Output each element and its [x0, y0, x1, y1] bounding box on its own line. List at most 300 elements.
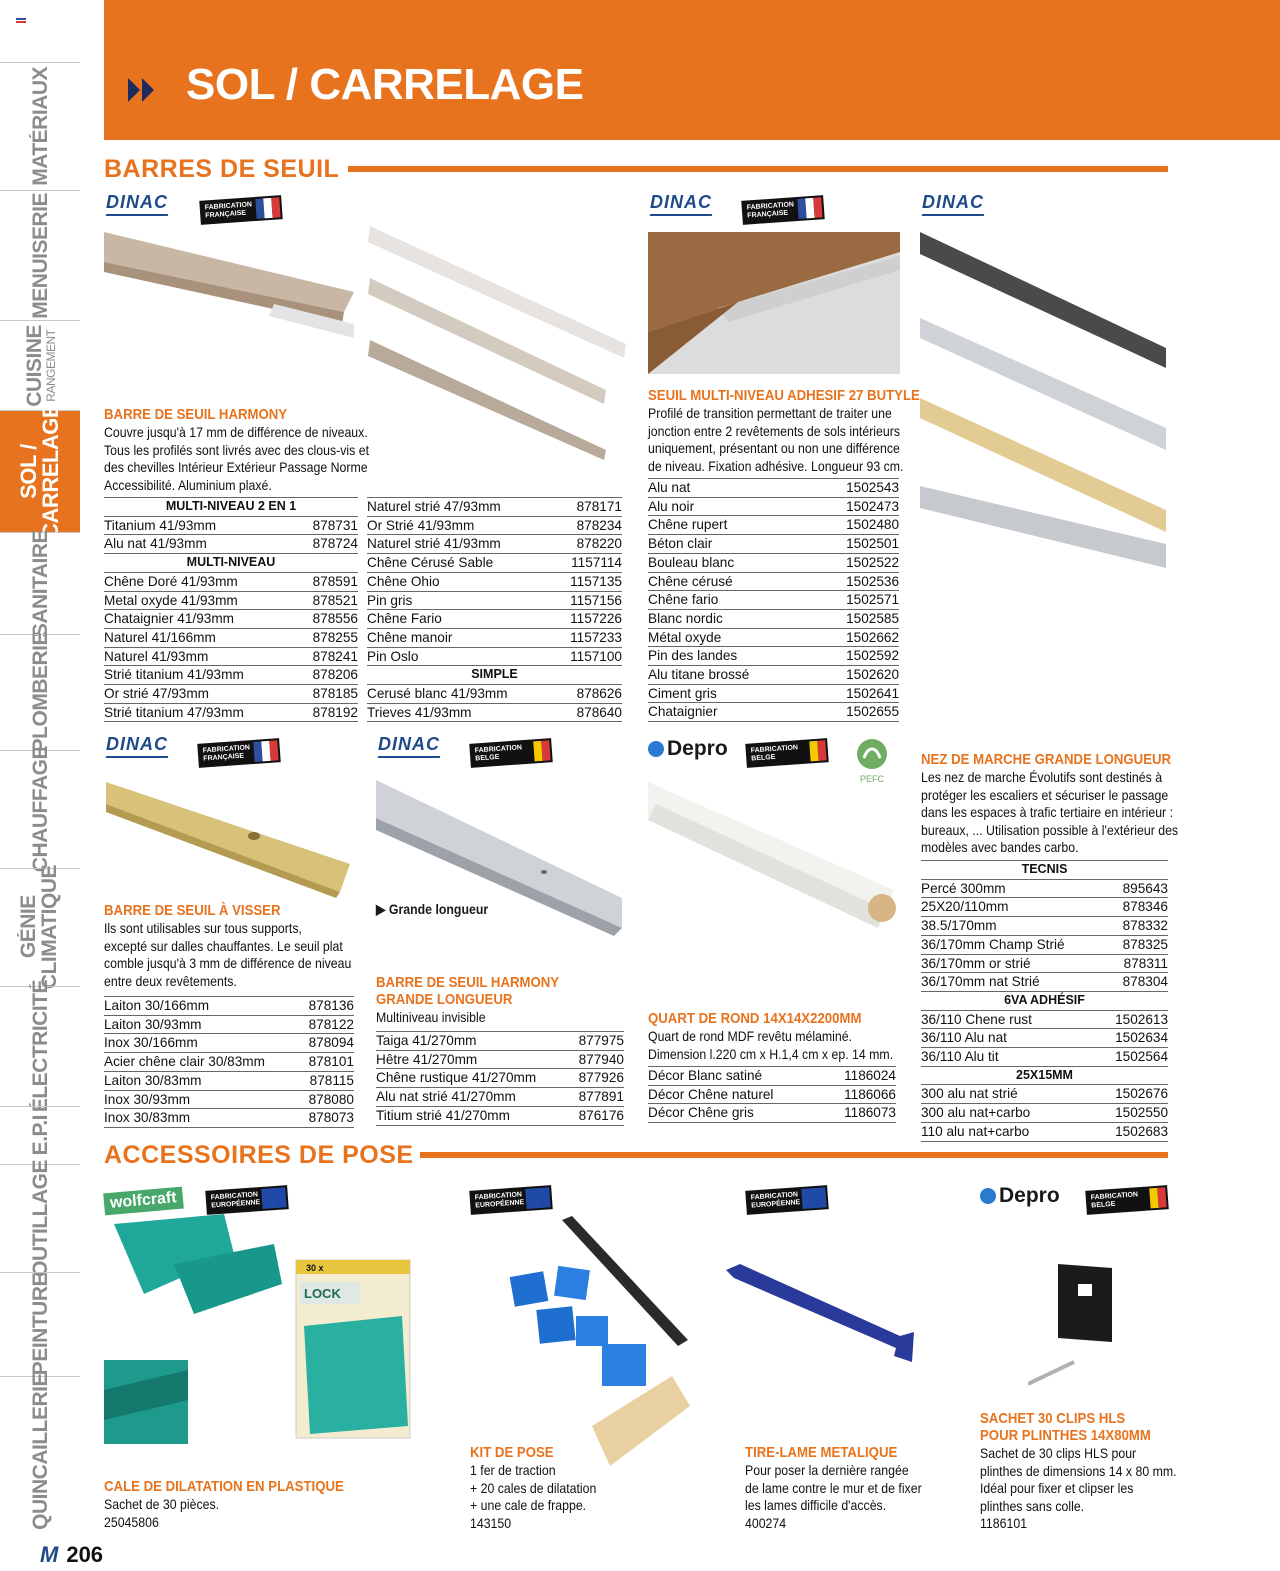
brand-logo: M	[40, 1542, 59, 1567]
ref-label: 36/170mm nat Strié	[921, 973, 1101, 992]
badge-line2: FRANÇAISE	[205, 209, 247, 220]
table-row	[376, 1088, 624, 1107]
grande-title-line1: BARRE DE SEUIL HARMONY	[376, 974, 560, 991]
cale-wedges-image	[104, 1214, 284, 1314]
tire-description	[745, 1462, 922, 1532]
badge-line2: EUROPÉENNE	[751, 1199, 801, 1210]
group-header: 6VA ADHÉSIF	[921, 991, 1168, 1010]
table-row	[104, 610, 358, 629]
ref-label: Or strié 47/93mm	[104, 685, 296, 704]
ref-code: 878311	[1101, 954, 1168, 973]
desc-line: Ils sont utilisables sur tous supports,	[104, 920, 302, 936]
quart-de-rond-image	[646, 780, 898, 930]
ref-code: 1502536	[813, 572, 899, 591]
ref-label: Laiton 30/83mm	[104, 1071, 299, 1090]
depro-logo	[648, 737, 728, 761]
ref-code: 1502620	[813, 666, 899, 685]
ref-code: 1502634	[1101, 1029, 1168, 1048]
ref-code: 877940	[569, 1050, 624, 1069]
ref-label: Percé 300mm	[921, 879, 1101, 898]
ref-code: 878731	[296, 516, 358, 535]
table-row	[104, 1053, 354, 1072]
depro-wordmark: Depro	[667, 737, 728, 760]
ref-code: 1502641	[813, 684, 899, 703]
fabrication-belge-badge	[745, 738, 828, 768]
table-row	[648, 703, 899, 722]
ref-label: 36/170mm or strié	[921, 954, 1101, 973]
ref-code: 878115	[299, 1071, 354, 1090]
ref-code: 878521	[296, 591, 358, 610]
ref-label: Bouleau blanc	[648, 553, 813, 572]
sidebar-item-label: PEINTURE	[28, 1273, 52, 1376]
sidebar-item-label	[24, 325, 57, 407]
sidebar-item-label: GÉNIE CLIMATIQUE	[17, 865, 61, 990]
ref-label: 110 alu nat+carbo	[921, 1122, 1101, 1141]
ref-label: 300 alu nat strié	[921, 1085, 1101, 1104]
ref-code: 1502585	[813, 609, 899, 628]
pack-brand-label: LOCK	[304, 1286, 341, 1301]
desc-line: Accessibilité. Aluminium plaxé.	[104, 476, 272, 493]
ref-label: Métal oxyde	[648, 628, 813, 647]
ref-label: Hêtre 41/270mm	[376, 1050, 569, 1069]
desc-line: comble jusqu'à 3 mm de différence de niveau	[104, 955, 352, 972]
ref-code: 1157100	[553, 647, 622, 666]
table-row	[648, 553, 899, 572]
ref-label: Chêne Cérusé Sable	[367, 554, 553, 573]
badge-line2: BELGE	[1091, 1200, 1116, 1210]
sidebar-item-peinture[interactable]	[0, 1272, 80, 1376]
ref-label: Alu nat 41/93mm	[104, 535, 296, 554]
ref-code: 1502543	[813, 479, 899, 498]
ref-label: Blanc nordic	[648, 609, 813, 628]
table-row	[367, 516, 622, 535]
ref-code: 1502501	[813, 535, 899, 554]
depro-logo	[980, 1184, 1060, 1208]
seuil-visser-image	[104, 780, 352, 900]
table-row	[648, 647, 899, 666]
ref-code: 878220	[553, 535, 622, 554]
desc-line: dans les espaces à trafic tertiaire en intérieur :	[921, 804, 1174, 821]
grande-table	[376, 1031, 624, 1126]
table-row	[648, 535, 899, 554]
tire-title: TIRE-LAME METALIQUE	[745, 1444, 898, 1461]
desc-line: de niveau. Fixation adhésive. Longueur 93 cm.	[648, 457, 904, 474]
dinac-logo: DINAC	[106, 734, 168, 758]
ref-code: 876176	[569, 1106, 624, 1125]
clips-description	[980, 1445, 1177, 1533]
ref-code: 877891	[569, 1088, 624, 1107]
ref-code: 878332	[1101, 917, 1168, 936]
ref-label: Strié titanium 47/93mm	[104, 703, 296, 722]
ref-label: Pin gris	[367, 591, 553, 610]
ref-code: 1502480	[813, 516, 899, 535]
ref-label: 38.5/170mm	[921, 917, 1101, 936]
ref-label: Trieves 41/93mm	[367, 703, 553, 722]
ref-label: Alu nat	[648, 479, 813, 498]
ref-code: 1502550	[1101, 1104, 1168, 1123]
table-row	[921, 1085, 1168, 1104]
dinac-logo: DINAC	[922, 192, 984, 216]
sidebar-item-label: QUINCAILLERIE	[28, 1373, 52, 1530]
table-row	[104, 997, 354, 1016]
table-row	[648, 666, 899, 685]
ref-code: 1157156	[553, 591, 622, 610]
badge-line1: FABRICATION	[750, 1191, 799, 1202]
ref-label: Or Strié 41/93mm	[367, 516, 553, 535]
ref-code: 878122	[299, 1015, 354, 1034]
ref-label: Chêne Doré 41/93mm	[104, 572, 296, 591]
desc-line: modèles avec bandes carbo.	[921, 839, 1079, 856]
dinac-logo: DINAC	[650, 192, 712, 216]
section-rule	[348, 166, 1168, 172]
fabrication-europeenne-badge	[469, 1185, 552, 1215]
table-row	[648, 572, 899, 591]
table-row	[104, 647, 358, 666]
ref-code: 878556	[296, 610, 358, 629]
ref-code: 1502676	[1101, 1085, 1168, 1104]
desc-line: plinthes sans colle.	[980, 1497, 1085, 1514]
product-code: 1186101	[980, 1515, 1028, 1532]
ref-code: 1502473	[813, 497, 899, 516]
ref-label: Chêne rustique 41/270mm	[376, 1069, 569, 1088]
sidebar-item-sol-carrelage[interactable]	[0, 404, 80, 539]
table-row	[104, 1034, 354, 1053]
table-row	[367, 591, 622, 610]
fabrication-francaise-badge	[199, 195, 282, 225]
ref-label: 36/170mm Champ Strié	[921, 935, 1101, 954]
ref-code: 1502522	[813, 553, 899, 572]
ref-code: 878626	[553, 685, 622, 704]
ref-label: Titanium 41/93mm	[104, 516, 296, 535]
ref-label: Titium strié 41/270mm	[376, 1106, 569, 1125]
ref-code: 1186073	[823, 1104, 896, 1123]
desc-line: Sachet de 30 pièces.	[104, 1496, 220, 1512]
ref-label: Chataignier	[648, 703, 813, 722]
desc-line: Multiniveau invisible	[376, 1009, 486, 1025]
table-row	[648, 684, 899, 703]
ref-code: 878206	[296, 666, 358, 685]
page-number-value: 206	[66, 1542, 104, 1567]
ref-code: 1186066	[823, 1085, 896, 1104]
cale-description	[104, 1496, 219, 1531]
fabrication-europeenne-badge	[745, 1185, 828, 1215]
ref-label: Inox 30/166mm	[104, 1034, 299, 1053]
section-rule	[420, 1152, 1168, 1158]
table-row	[921, 1010, 1168, 1029]
ref-code: 878640	[553, 703, 622, 722]
grande-title-line2: GRANDE LONGUEUR	[376, 991, 513, 1008]
page-number	[40, 1542, 103, 1568]
ref-label: Chataignier 41/93mm	[104, 610, 296, 629]
table-row	[921, 917, 1168, 936]
badge-line2: BELGE	[751, 753, 776, 763]
ref-label: 36/110 Chene rust	[921, 1010, 1101, 1029]
ref-label: Metal oxyde 41/93mm	[104, 591, 296, 610]
sidebar-item-label: MENUISERIE	[28, 192, 52, 319]
desc-line: de lame contre le mur et de fixer	[745, 1479, 922, 1496]
desc-line: Couvre jusqu'à 17 mm de différence de niveaux.	[104, 424, 368, 440]
sidebar-item-label: MATÉRIAUX	[28, 67, 52, 186]
harmony-description	[104, 424, 369, 494]
table-row	[921, 879, 1168, 898]
sidebar-item-label: PLOMBERIE	[28, 632, 52, 753]
table-row	[104, 1015, 354, 1034]
desc-line: entre deux revêtements.	[104, 972, 237, 989]
desc-line: Profilé de transition permettant de traiter une	[648, 405, 892, 421]
table-row	[104, 535, 358, 554]
ref-label: Acier chêne clair 30/83mm	[104, 1053, 299, 1072]
grande-description	[376, 1009, 486, 1027]
sidebar-item-materiaux[interactable]	[0, 62, 80, 190]
group-header: MULTI-NIVEAU 2 EN 1	[104, 498, 358, 517]
desc-line: Dimension l.220 cm x H.1,4 cm x ep. 14 mm.	[648, 1045, 894, 1062]
visser-description	[104, 920, 351, 990]
table-row	[104, 1071, 354, 1090]
badge-line2: FRANÇAISE	[747, 209, 789, 220]
ref-label: Laiton 30/93mm	[104, 1015, 299, 1034]
wolfcraft-logo: wolfcraft	[103, 1187, 183, 1216]
table-row	[921, 973, 1168, 992]
table-row	[648, 1104, 896, 1123]
ref-label: Béton clair	[648, 535, 813, 554]
desc-line: Tous les profilés sont livrés avec des clous-vis et	[104, 441, 369, 458]
butyle-installed-image	[648, 232, 900, 374]
ref-code: 878325	[1101, 935, 1168, 954]
dinac-logo: DINAC	[106, 192, 168, 216]
ref-label: Naturel strié 41/93mm	[367, 535, 553, 554]
visser-title: BARRE DE SEUIL À VISSER	[104, 902, 281, 919]
ref-code: 1502662	[813, 628, 899, 647]
harmony-table-left	[104, 497, 358, 722]
section-title-barres: BARRES DE SEUIL	[104, 155, 340, 183]
nez-table	[921, 860, 1168, 1142]
depro-dot-icon	[980, 1188, 996, 1204]
table-row	[104, 572, 358, 591]
ref-code: 877975	[569, 1032, 624, 1051]
group-header: SIMPLE	[367, 666, 622, 685]
depro-dot-icon	[648, 741, 664, 757]
sidebar-item-genie-climatique[interactable]	[0, 865, 80, 990]
harmony-title: BARRE DE SEUIL HARMONY	[104, 406, 288, 423]
table-row	[367, 610, 622, 629]
pack-count-label: 30 x	[306, 1263, 324, 1273]
table-row	[367, 535, 622, 554]
harmony-strips-image	[366, 222, 628, 462]
badge-line1: FABRICATION	[210, 1191, 259, 1202]
ref-label: Cerusé blanc 41/93mm	[367, 685, 553, 704]
quart-title: QUART DE ROND 14X14X2200MM	[648, 1010, 862, 1027]
ref-label: 36/110 Alu tit	[921, 1048, 1101, 1067]
cale-pack-image	[290, 1256, 416, 1442]
butyle-description	[648, 405, 903, 475]
desc-line: Quart de rond MDF revêtu mélaminé.	[648, 1028, 853, 1044]
ref-code: 1502613	[1101, 1010, 1168, 1029]
ref-code: 878136	[299, 997, 354, 1016]
sidebar-item-outillage[interactable]	[0, 1160, 80, 1277]
ref-code: 878304	[1101, 973, 1168, 992]
badge-line1: FABRICATION	[474, 744, 523, 755]
quart-table	[648, 1066, 896, 1123]
ref-code: 878346	[1101, 898, 1168, 917]
ref-label: Taiga 41/270mm	[376, 1032, 569, 1051]
ref-label: Chêne Ohio	[367, 572, 553, 591]
sidebar-item-label: SOL / CARRELAGE	[16, 404, 63, 539]
table-row	[648, 609, 899, 628]
sidebar-item-label: E.P.I	[28, 1115, 52, 1156]
ref-label: Chêne rupert	[648, 516, 813, 535]
desc-line: Pour poser la dernière rangée	[745, 1462, 909, 1478]
sidebar-item-plomberie[interactable]	[0, 632, 80, 753]
table-row	[921, 954, 1168, 973]
kit-title: KIT DE POSE	[470, 1444, 554, 1461]
table-row	[376, 1032, 624, 1051]
ref-label: Alu nat strié 41/270mm	[376, 1088, 569, 1107]
badge-line2: FRANÇAISE	[203, 752, 245, 763]
table-row	[104, 591, 358, 610]
ref-code: 877926	[569, 1069, 624, 1088]
ref-label: Décor Blanc satiné	[648, 1067, 823, 1086]
ref-code: 878192	[296, 703, 358, 722]
table-row	[921, 1029, 1168, 1048]
ref-label: Ciment gris	[648, 684, 813, 703]
ref-code: 878101	[299, 1053, 354, 1072]
ref-label: Inox 30/83mm	[104, 1109, 299, 1128]
pefc-label: PEFC	[859, 774, 885, 784]
ref-code: 1502683	[1101, 1122, 1168, 1141]
group-header: 25X15MM	[921, 1066, 1168, 1085]
ref-label: Laiton 30/166mm	[104, 997, 299, 1016]
ref-code: 878241	[296, 647, 358, 666]
ref-label: Chêne manoir	[367, 628, 553, 647]
ref-code: 895643	[1101, 879, 1168, 898]
desc-line: + une cale de frappe.	[470, 1497, 587, 1514]
table-row	[367, 703, 622, 722]
butyle-table	[648, 478, 899, 722]
table-row	[376, 1069, 624, 1088]
ref-code: 878234	[553, 516, 622, 535]
sidebar-item-cuisine[interactable]	[0, 320, 80, 410]
table-row	[104, 628, 358, 647]
ref-code: 1502592	[813, 647, 899, 666]
ref-code: 1157233	[553, 628, 622, 647]
table-row	[104, 1109, 354, 1128]
sidebar-item-label: OUTILLAGE	[28, 1160, 52, 1277]
badge-line1: FABRICATION	[746, 201, 795, 212]
kit-description	[470, 1462, 596, 1532]
badge-line1: FABRICATION	[204, 201, 253, 212]
depro-wordmark: Depro	[999, 1184, 1060, 1207]
fabrication-belge-badge	[1085, 1185, 1168, 1215]
table-row	[921, 1122, 1168, 1141]
flag-mini-icon	[16, 18, 26, 26]
table-row	[921, 898, 1168, 917]
desc-line: les lames difficile d'accès.	[745, 1497, 887, 1514]
ref-code: 878094	[299, 1034, 354, 1053]
cale-closeup-image	[104, 1360, 188, 1444]
ref-code: 878080	[299, 1090, 354, 1109]
ref-label: 25X20/110mm	[921, 898, 1101, 917]
table-row	[367, 554, 622, 573]
ref-label: Naturel strié 47/93mm	[367, 498, 553, 517]
ref-code: 1157135	[553, 572, 622, 591]
table-row	[376, 1050, 624, 1069]
desc-line: bureaux, ... Utilisation possible à l'extérieur des	[921, 821, 1179, 838]
badge-line2: EUROPÉENNE	[211, 1199, 261, 1210]
sidebar-item-epi[interactable]	[0, 1106, 80, 1164]
ref-label: Inox 30/93mm	[104, 1090, 299, 1109]
table-row	[921, 1048, 1168, 1067]
sidebar-item-quincaillerie[interactable]	[0, 1373, 80, 1530]
clips-title-line1: SACHET 30 CLIPS HLS	[980, 1410, 1126, 1427]
sidebar-item-sanitaire[interactable]	[0, 529, 80, 638]
ref-code: 878724	[296, 535, 358, 554]
desc-line: 1 fer de traction	[470, 1462, 556, 1478]
ref-label: Pin Oslo	[367, 647, 553, 666]
badge-line1: FABRICATION	[1090, 1191, 1139, 1202]
table-row	[367, 628, 622, 647]
dinac-logo: DINAC	[378, 734, 440, 758]
table-row	[367, 572, 622, 591]
quart-description	[648, 1028, 893, 1063]
sidebar-item-menuiserie[interactable]	[0, 190, 80, 320]
ref-label: Naturel 41/166mm	[104, 628, 296, 647]
ref-label: 300 alu nat+carbo	[921, 1104, 1101, 1123]
nez-description	[921, 769, 1178, 857]
harmony-table-right	[367, 497, 622, 722]
desc-line: Idéal pour fixer et clipser les	[980, 1480, 1134, 1497]
badge-line2: BELGE	[475, 753, 500, 763]
sidebar-item-sub: RANGEMENT	[43, 329, 58, 402]
ref-code: 878171	[553, 498, 622, 517]
ref-code: 1157226	[553, 610, 622, 629]
tire-lame-image	[726, 1264, 916, 1364]
desc-line: jonction entre 2 revêtements de sols intérieurs	[648, 422, 901, 439]
ref-label: Alu titane brossé	[648, 666, 813, 685]
table-row	[648, 497, 899, 516]
double-chevron-icon	[128, 76, 160, 104]
clips-hls-image	[1028, 1262, 1116, 1386]
table-row	[104, 685, 358, 704]
ref-code: 878073	[299, 1109, 354, 1128]
ref-code: 878255	[296, 628, 358, 647]
clips-title	[980, 1410, 1151, 1444]
table-row	[367, 647, 622, 666]
bullet-arrow-icon: ▶	[376, 901, 389, 917]
table-row	[367, 498, 622, 517]
sidebar-item-chauffage[interactable]	[0, 746, 80, 873]
sidebar-item-electricite[interactable]	[0, 980, 80, 1113]
table-row	[648, 479, 899, 498]
harmony-bar-image	[104, 232, 356, 340]
ref-label: Naturel 41/93mm	[104, 647, 296, 666]
ref-code: 878185	[296, 685, 358, 704]
section-title-accessoires: ACCESSOIRES DE POSE	[104, 1141, 414, 1169]
visser-table	[104, 996, 354, 1128]
badge-line1: FABRICATION	[202, 744, 251, 755]
sidebar-item-label: SANITAIRE	[28, 529, 52, 638]
desc-line: protéger les escaliers et sécuriser le passage	[921, 786, 1169, 803]
group-header: MULTI-NIVEAU	[104, 554, 358, 573]
ref-label: Chêne fario	[648, 591, 813, 610]
kit-de-pose-image	[502, 1216, 692, 1476]
group-header: TECNIS	[921, 861, 1168, 880]
ref-label: 36/110 Alu nat	[921, 1029, 1101, 1048]
nez-de-marche-image	[918, 228, 1168, 568]
ref-code: 878591	[296, 572, 358, 591]
table-row	[104, 516, 358, 535]
table-row	[104, 1090, 354, 1109]
ref-code: 1157114	[553, 554, 622, 573]
